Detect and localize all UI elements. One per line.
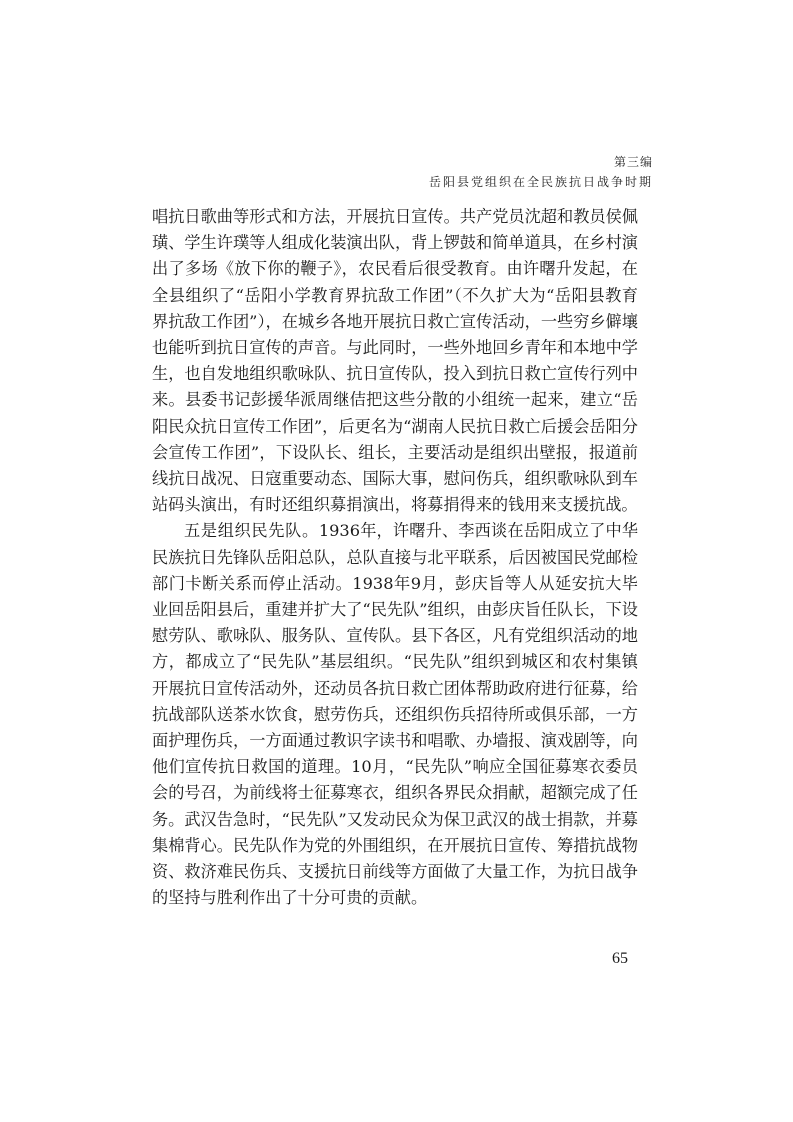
paragraph-2 <box>152 518 638 911</box>
paragraph-2-lead: 五是组织民先队。 <box>184 521 319 541</box>
paragraph-1 <box>152 204 638 518</box>
header-chapter-title: 岳阳县党组织在全民族抗日战争时期 <box>428 175 653 189</box>
running-header <box>429 152 653 192</box>
paragraph-2-text: 1936年，许曙升、李西谈在岳阳成立了中华民族抗日先锋队岳阳总队，总队直接与北平联系，后因被国民党邮检部门卡断关系而停止活动。1938年9月，彭庆旨等人从延安抗大毕业回岳阳县后，重建并扩大了“民先队”组织，由彭庆旨任队长，下设慰劳队、歌咏队、服务队、宣传队。县下各区，凡有党组织活动的地方，都成立了“民先队”基层组织。“民先队”组织到城区和农村集镇开展抗日宣传活动外，还动员各抗日救亡团体帮助政府进行征募，给抗战部队送茶水饮食，慰劳伤兵，还组织伤兵招待所或俱乐部，一方面护理伤兵，一方面通过教识字读书和唱歌、办墙报、演戏剧等，向他们宣传抗日救国的道理。10月，“民先队”响应全国征募寒衣委员会的号召，为前线将士征募寒衣，组织各界民众捐献，超额完成了任务。武汉告急时，“民先队”又发动民众为保卫武汉的战士捐款，并募集棉背心。民先队作为党的外围组织，在开展抗日宣传、筹措抗战物资、救济难民伤兵、支援抗日前线等方面做了大量工作，为抗日战争的坚持与胜利作出了十分可贵的贡献。 <box>152 521 639 908</box>
body-text <box>152 204 638 911</box>
paragraph-1-text: 唱抗日歌曲等形式和方法，开展抗日宣传。共产党员沈超和教员侯佩璜、学生许璞等人组成化装演出队，背上锣鼓和简单道具，在乡村演出了多场《放下你的鞭子》，农民看后很受教育。由许曙升发起，在全县组织了“岳阳小学教育界抗敌工作团”（不久扩大为“岳阳县教育界抗敌工作团”），在城乡各地开展抗日救亡宣传活动，一些穷乡僻壤也能听到抗日宣传的声音。与此同时，一些外地回乡青年和本地中学生，也自发地组织歌咏队、抗日宣传队，投入到抗日救亡宣传行列中来。县委书记彭援华派周继佶把这些分散的小组统一起来，建立“岳阳民众抗日宣传工作团”，后更名为“湖南人民抗日救亡后援会岳阳分会宣传工作团”，下设队长、组长，主要活动是组织出壁报，报道前线抗日战况、日寇重要动态、国际大事，慰问伤兵，组织歌咏队到车站码头演出，有时还组织募捐演出，将募捐得来的钱用来支援抗战。 <box>152 207 638 515</box>
page-number: 65 <box>612 950 628 967</box>
header-part-label: 第三编 <box>613 155 653 169</box>
